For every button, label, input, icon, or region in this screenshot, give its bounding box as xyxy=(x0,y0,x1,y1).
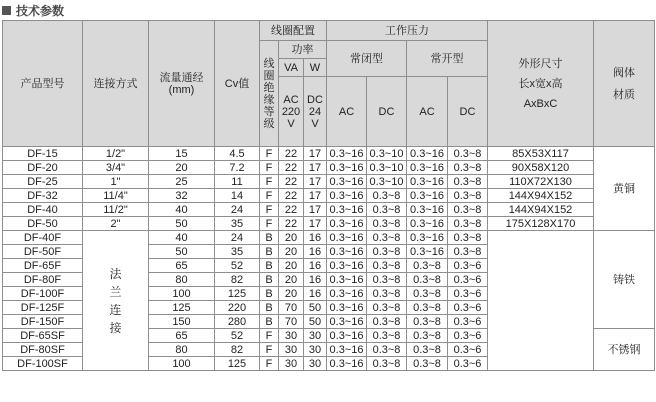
cell-cv: 220 xyxy=(215,301,260,315)
cell-no-ac: 0.3~16 xyxy=(407,203,448,217)
header-insulation-char: 级 xyxy=(263,117,275,130)
header-ac220v-part: AC xyxy=(283,93,299,106)
cell-insulation: B xyxy=(260,301,279,315)
cell-nc-dc: 0.3~8 xyxy=(367,203,407,217)
cell-cv: 52 xyxy=(215,329,260,343)
cell-cv: 82 xyxy=(215,343,260,357)
cell-no-ac: 0.3~8 xyxy=(407,357,448,371)
cell-nc-ac: 0.3~16 xyxy=(327,273,367,287)
cell-insulation: F xyxy=(260,329,279,343)
cell-nc-ac: 0.3~16 xyxy=(327,161,367,175)
cell-bore: 32 xyxy=(149,189,215,203)
cell-cv: 35 xyxy=(215,217,260,231)
cell-model: DF-100SF xyxy=(3,357,83,371)
cell-no-dc: 0.3~8 xyxy=(448,175,488,189)
header-dc24v-part: V xyxy=(311,117,319,130)
cell-model: DF-25 xyxy=(3,175,83,189)
flange-connection-char: 接 xyxy=(109,320,122,335)
cell-insulation: F xyxy=(260,217,279,231)
header-connection: 连接方式 xyxy=(83,21,149,147)
spec-table xyxy=(2,20,655,371)
cell-dims: 144X94X152 xyxy=(488,189,594,203)
flange-connection-char: 连 xyxy=(109,302,122,317)
cell-w: 17 xyxy=(304,189,327,203)
header-coil: 线圈配置 xyxy=(260,21,327,41)
cell-no-ac: 0.3~16 xyxy=(407,175,448,189)
header-insulation xyxy=(260,41,279,147)
cell-dims: 90X58X120 xyxy=(488,161,594,175)
cell-nc-ac: 0.3~16 xyxy=(327,301,367,315)
cell-insulation: F xyxy=(260,189,279,203)
cell-no-dc: 0.3~6 xyxy=(448,259,488,273)
cell-no-dc: 0.3~6 xyxy=(448,315,488,329)
cell-nc-dc: 0.3~10 xyxy=(367,147,407,161)
square-bullet-icon xyxy=(2,6,11,15)
cell-va: 22 xyxy=(279,217,304,231)
cell-w: 50 xyxy=(304,301,327,315)
cell-no-ac: 0.3~8 xyxy=(407,273,448,287)
header-dc24v-part: DC xyxy=(307,93,323,106)
header-insulation-char: 绝 xyxy=(263,81,275,94)
table-row xyxy=(3,189,655,203)
cell-insulation: F xyxy=(260,175,279,189)
header-insulation-char: 圈 xyxy=(263,69,275,82)
cell-va: 70 xyxy=(279,301,304,315)
cell-nc-ac: 0.3~16 xyxy=(327,287,367,301)
cell-no-ac: 0.3~16 xyxy=(407,245,448,259)
cell-bore: 50 xyxy=(149,217,215,231)
cell-connection: 11/2" xyxy=(83,203,149,217)
cell-bore: 40 xyxy=(149,231,215,245)
cell-no-ac: 0.3~16 xyxy=(407,189,448,203)
cell-bore: 40 xyxy=(149,203,215,217)
cell-connection-flange xyxy=(83,231,149,371)
cell-no-dc: 0.3~6 xyxy=(448,273,488,287)
cell-nc-ac: 0.3~16 xyxy=(327,175,367,189)
cell-va: 22 xyxy=(279,203,304,217)
cell-model: DF-50F xyxy=(3,245,83,259)
cell-model: DF-65F xyxy=(3,259,83,273)
cell-bore: 65 xyxy=(149,329,215,343)
cell-connection: 2" xyxy=(83,217,149,231)
cell-nc-dc: 0.3~8 xyxy=(367,273,407,287)
cell-w: 30 xyxy=(304,357,327,371)
cell-insulation: F xyxy=(260,161,279,175)
cell-no-dc: 0.3~6 xyxy=(448,301,488,315)
header-dc24v xyxy=(304,77,327,147)
cell-insulation: B xyxy=(260,231,279,245)
cell-nc-ac: 0.3~16 xyxy=(327,357,367,371)
table-row xyxy=(3,231,655,245)
cell-no-dc: 0.3~8 xyxy=(448,147,488,161)
cell-insulation: B xyxy=(260,273,279,287)
header-nc-ac: AC xyxy=(327,77,367,147)
header-normally-closed: 常闭型 xyxy=(327,41,407,77)
cell-insulation: F xyxy=(260,343,279,357)
cell-model: DF-40F xyxy=(3,231,83,245)
flange-connection-char: 兰 xyxy=(109,284,122,299)
cell-nc-dc: 0.3~8 xyxy=(367,329,407,343)
cell-connection: 11/4" xyxy=(83,189,149,203)
header-bore-label: 流量通经 (mm) xyxy=(159,71,204,96)
table-row xyxy=(3,217,655,231)
cell-model: DF-65SF xyxy=(3,329,83,343)
header-material-line1: 阀体 xyxy=(613,66,635,79)
cell-nc-dc: 0.3~10 xyxy=(367,175,407,189)
cell-bore: 25 xyxy=(149,175,215,189)
cell-va: 22 xyxy=(279,147,304,161)
header-ac220v-part: V xyxy=(287,117,295,130)
cell-nc-ac: 0.3~16 xyxy=(327,315,367,329)
header-dims xyxy=(488,21,594,147)
cell-bore: 100 xyxy=(149,357,215,371)
cell-va: 30 xyxy=(279,343,304,357)
cell-no-dc: 0.3~8 xyxy=(448,161,488,175)
cell-cv: 125 xyxy=(215,287,260,301)
cell-insulation: B xyxy=(260,245,279,259)
header-model: 产品型号 xyxy=(3,21,83,147)
cell-va: 20 xyxy=(279,273,304,287)
header-material-line2: 材质 xyxy=(613,88,635,101)
cell-model: DF-125F xyxy=(3,301,83,315)
cell-nc-ac: 0.3~16 xyxy=(327,203,367,217)
cell-dims: 110X72X130 xyxy=(488,175,594,189)
cell-insulation: F xyxy=(260,203,279,217)
cell-va: 70 xyxy=(279,315,304,329)
table-row xyxy=(3,161,655,175)
header-ac220v-part: 220 xyxy=(281,105,301,118)
cell-model: DF-40 xyxy=(3,203,83,217)
cell-no-ac: 0.3~16 xyxy=(407,161,448,175)
cell-bore: 50 xyxy=(149,245,215,259)
cell-va: 20 xyxy=(279,231,304,245)
cell-bore: 65 xyxy=(149,259,215,273)
cell-insulation: B xyxy=(260,287,279,301)
cell-bore: 100 xyxy=(149,287,215,301)
cell-nc-ac: 0.3~16 xyxy=(327,245,367,259)
flange-connection-char: 法 xyxy=(109,266,122,281)
cell-w: 30 xyxy=(304,343,327,357)
cell-w: 17 xyxy=(304,217,327,231)
cell-va: 22 xyxy=(279,161,304,175)
cell-nc-dc: 0.3~8 xyxy=(367,357,407,371)
cell-insulation: B xyxy=(260,259,279,273)
cell-dims: 144X94X152 xyxy=(488,203,594,217)
table-row xyxy=(3,175,655,189)
cell-bore: 20 xyxy=(149,161,215,175)
header-material xyxy=(594,21,655,147)
cell-cv: 7.2 xyxy=(215,161,260,175)
cell-dims: 85X53X117 xyxy=(488,147,594,161)
cell-nc-ac: 0.3~16 xyxy=(327,217,367,231)
header-dc24v-part: 24 xyxy=(308,105,322,118)
cell-dims-empty xyxy=(488,231,594,371)
cell-material-cast-iron: 铸铁 xyxy=(594,231,655,329)
cell-material-brass: 黄铜 xyxy=(594,147,655,231)
cell-bore: 80 xyxy=(149,273,215,287)
cell-nc-ac: 0.3~16 xyxy=(327,231,367,245)
cell-nc-dc: 0.3~8 xyxy=(367,315,407,329)
cell-cv: 14 xyxy=(215,189,260,203)
cell-no-ac: 0.3~8 xyxy=(407,301,448,315)
cell-nc-dc: 0.3~8 xyxy=(367,231,407,245)
cell-nc-ac: 0.3~16 xyxy=(327,259,367,273)
header-power: 功率 xyxy=(279,41,327,59)
cell-nc-dc: 0.3~8 xyxy=(367,189,407,203)
cell-insulation: F xyxy=(260,357,279,371)
cell-nc-ac: 0.3~16 xyxy=(327,189,367,203)
cell-w: 16 xyxy=(304,231,327,245)
cell-nc-dc: 0.3~8 xyxy=(367,301,407,315)
cell-no-dc: 0.3~6 xyxy=(448,329,488,343)
cell-w: 50 xyxy=(304,315,327,329)
cell-cv: 35 xyxy=(215,245,260,259)
cell-no-ac: 0.3~8 xyxy=(407,287,448,301)
header-bore xyxy=(149,21,215,147)
table-row xyxy=(3,147,655,161)
cell-material-stainless: 不锈钢 xyxy=(594,329,655,371)
cell-cv: 125 xyxy=(215,357,260,371)
cell-va: 30 xyxy=(279,329,304,343)
cell-no-ac: 0.3~16 xyxy=(407,231,448,245)
cell-nc-dc: 0.3~8 xyxy=(367,343,407,357)
cell-nc-dc: 0.3~8 xyxy=(367,245,407,259)
cell-dims: 175X128X170 xyxy=(488,217,594,231)
cell-model: DF-80F xyxy=(3,273,83,287)
cell-model: DF-100F xyxy=(3,287,83,301)
cell-va: 22 xyxy=(279,175,304,189)
cell-bore: 80 xyxy=(149,343,215,357)
header-nc-dc: DC xyxy=(367,77,407,147)
header-w: W xyxy=(304,59,327,77)
header-ac220v xyxy=(279,77,304,147)
cell-bore: 15 xyxy=(149,147,215,161)
cell-nc-ac: 0.3~16 xyxy=(327,343,367,357)
header-normally-open: 常开型 xyxy=(407,41,488,77)
cell-va: 20 xyxy=(279,259,304,273)
header-insulation-char: 缘 xyxy=(263,93,275,106)
header-pressure: 工作压力 xyxy=(327,21,488,41)
cell-no-ac: 0.3~8 xyxy=(407,343,448,357)
cell-model: DF-80SF xyxy=(3,343,83,357)
cell-connection: 1/2" xyxy=(83,147,149,161)
cell-no-dc: 0.3~8 xyxy=(448,231,488,245)
cell-cv: 280 xyxy=(215,315,260,329)
cell-model: DF-15 xyxy=(3,147,83,161)
cell-bore: 150 xyxy=(149,315,215,329)
cell-connection: 3/4" xyxy=(83,161,149,175)
cell-nc-ac: 0.3~16 xyxy=(327,329,367,343)
cell-no-ac: 0.3~16 xyxy=(407,217,448,231)
cell-w: 17 xyxy=(304,147,327,161)
header-dims-line2: 长x宽x高 xyxy=(518,77,563,90)
cell-model: DF-50 xyxy=(3,217,83,231)
cell-no-dc: 0.3~8 xyxy=(448,217,488,231)
table-row xyxy=(3,203,655,217)
header-cv: Cv值 xyxy=(215,21,260,147)
cell-cv: 4.5 xyxy=(215,147,260,161)
header-va: VA xyxy=(279,59,304,77)
header-no-dc: DC xyxy=(448,77,488,147)
cell-va: 20 xyxy=(279,245,304,259)
cell-insulation: F xyxy=(260,147,279,161)
cell-w: 16 xyxy=(304,259,327,273)
cell-w: 16 xyxy=(304,245,327,259)
cell-cv: 11 xyxy=(215,175,260,189)
header-no-ac: AC xyxy=(407,77,448,147)
cell-va: 22 xyxy=(279,189,304,203)
section-title xyxy=(2,2,64,18)
cell-no-dc: 0.3~6 xyxy=(448,357,488,371)
header-dims-line1: 外形尺寸 xyxy=(518,57,563,70)
cell-bore: 125 xyxy=(149,301,215,315)
cell-model: DF-32 xyxy=(3,189,83,203)
header-insulation-char: 等 xyxy=(263,105,275,118)
cell-no-dc: 0.3~6 xyxy=(448,343,488,357)
cell-no-dc: 0.3~6 xyxy=(448,287,488,301)
cell-nc-dc: 0.3~8 xyxy=(367,287,407,301)
section-title-text: 技术参数 xyxy=(16,3,65,18)
cell-no-dc: 0.3~8 xyxy=(448,203,488,217)
cell-w: 17 xyxy=(304,161,327,175)
cell-no-ac: 0.3~8 xyxy=(407,315,448,329)
cell-nc-dc: 0.3~8 xyxy=(367,259,407,273)
cell-cv: 52 xyxy=(215,259,260,273)
cell-insulation: B xyxy=(260,315,279,329)
cell-model: DF-150F xyxy=(3,315,83,329)
cell-w: 16 xyxy=(304,273,327,287)
cell-no-ac: 0.3~16 xyxy=(407,147,448,161)
cell-w: 17 xyxy=(304,175,327,189)
cell-cv: 24 xyxy=(215,231,260,245)
cell-va: 20 xyxy=(279,287,304,301)
cell-nc-dc: 0.3~8 xyxy=(367,217,407,231)
cell-cv: 82 xyxy=(215,273,260,287)
cell-no-dc: 0.3~8 xyxy=(448,245,488,259)
cell-model: DF-20 xyxy=(3,161,83,175)
cell-w: 16 xyxy=(304,287,327,301)
cell-no-ac: 0.3~8 xyxy=(407,329,448,343)
cell-w: 17 xyxy=(304,203,327,217)
cell-nc-dc: 0.3~10 xyxy=(367,161,407,175)
cell-no-dc: 0.3~8 xyxy=(448,189,488,203)
cell-cv: 24 xyxy=(215,203,260,217)
header-dims-line3: AxBxC xyxy=(523,97,558,110)
cell-va: 30 xyxy=(279,357,304,371)
cell-connection: 1" xyxy=(83,175,149,189)
cell-no-ac: 0.3~8 xyxy=(407,259,448,273)
cell-nc-ac: 0.3~16 xyxy=(327,147,367,161)
header-insulation-char: 线 xyxy=(263,57,275,70)
cell-w: 30 xyxy=(304,329,327,343)
